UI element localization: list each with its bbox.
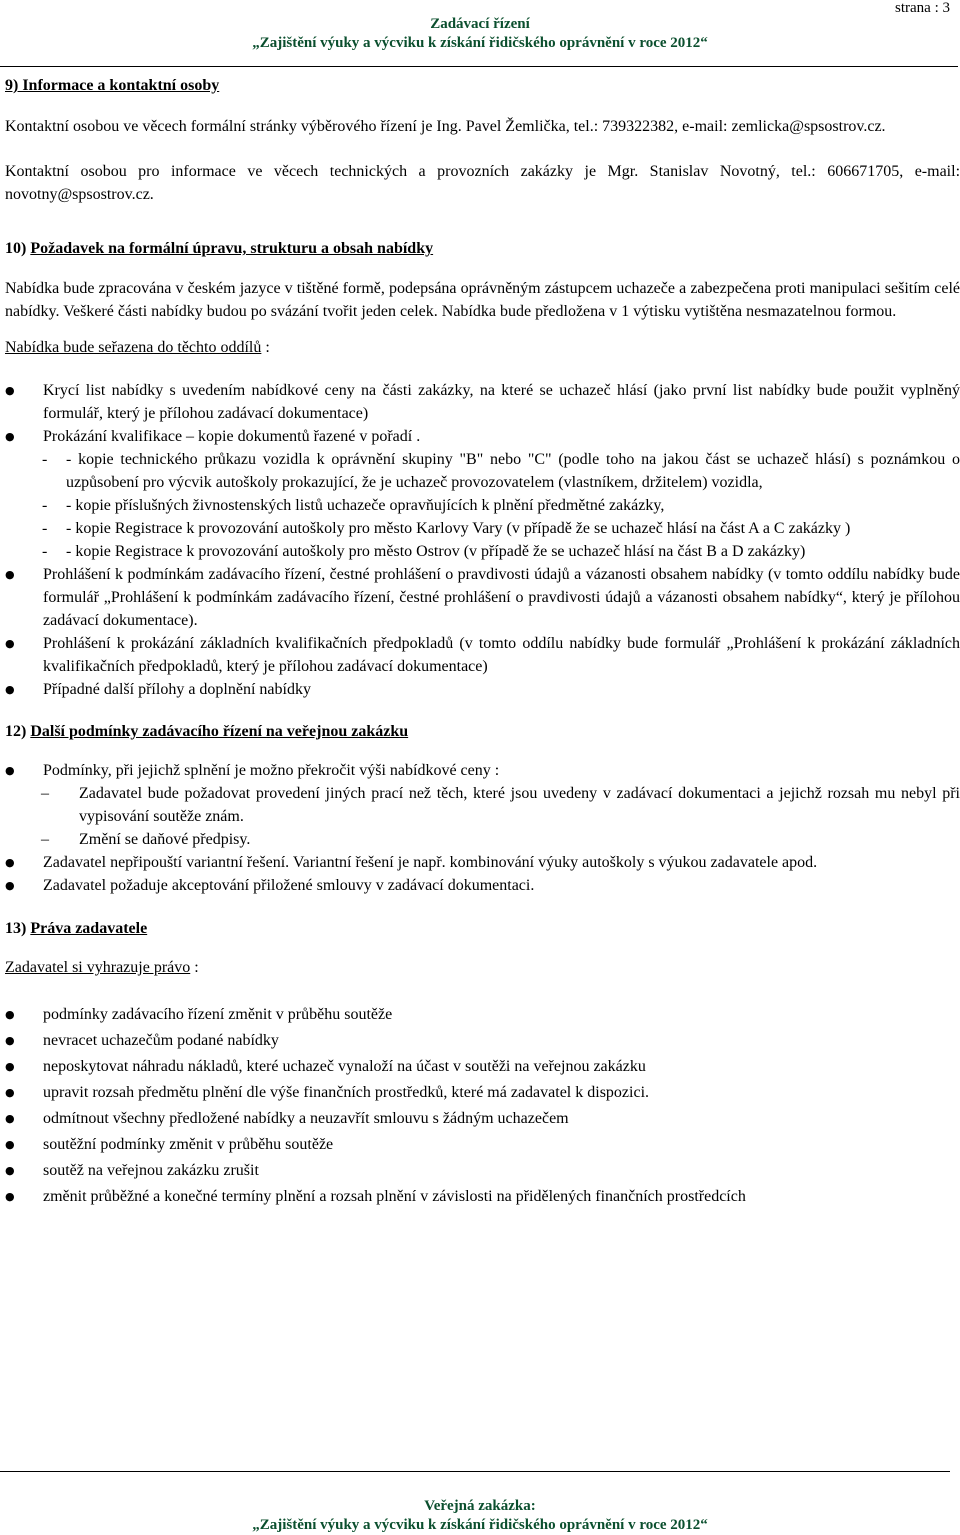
section-9-contact-formal: Kontaktní osobou ve věcech formální stránky výběrového řízení je Ing. Pavel Žemlička, tel.: 739322382, e-mail: zemlicka@spsostrov.cz. — [5, 118, 886, 135]
list-subitem: – Změní se daňové předpisy. — [41, 831, 251, 848]
section-10-list-continued — [5, 563, 960, 701]
list-item: ● neposkytovat náhradu nákladů, které uchazeč vynaloží na účast v soutěži na veřejnou zakázku — [5, 1054, 960, 1080]
list-item: ● soutěž na veřejnou zakázku zrušit — [5, 1158, 960, 1184]
header-title: Zadávací řízení — [430, 16, 530, 32]
list-item: ● Zadavatel nepřipouští variantní řešení. Variantní řešení je např. kombinování výuky autoškoly s výukou zadavatele apod. — [5, 851, 960, 874]
section-13-list — [5, 1002, 960, 1210]
section-10-paragraph: Nabídka bude zpracována v českém jazyce v tištěné formě, podepsána oprávněným zástupcem uchazeče a zabezpečena proti manipulaci sešitím celé nabídky. Veškeré části nabídky budou po svázání tvořit jeden celek. Nabídka bude předložena v 1 výtisku vytištěna nesmazatelnou formou. — [5, 280, 960, 320]
list-item: ● Případné další přílohy a doplnění nabídky — [5, 678, 960, 701]
list-item: ● Prohlášení k prokázání základních kvalifikačních předpokladů (v tomto oddílu nabídky bude formulář „Prohlášení k prokázání základních kvalifikačních předpokladů, který je přílohou zadávací dokumentace) — [5, 632, 960, 678]
list-item: ● podmínky zadávacího řízení změnit v průběhu soutěže — [5, 1002, 960, 1028]
section-12-heading: 12) Další podmínky zadávacího řízení na veřejnou zakázku — [5, 723, 409, 740]
list-item: ● Krycí list nabídky s uvedením nabídkové ceny na části zakázky, na které se uchazeč hlásí (jako první list nabídky bude použit vyplněný formulář, který je přílohou zadávací dokumentace) — [5, 379, 960, 425]
section-10-list — [5, 379, 960, 448]
section-9-heading: 9) Informace a kontaktní osoby — [5, 77, 220, 94]
list-item: ● Podmínky, při jejichž splnění je možno překročit výši nabídkové ceny : — [5, 759, 960, 782]
list-subitem: - - kopie Registrace k provozování autoškoly pro město Ostrov (v případě že se uchazeč hlásí na část B a D zakázky) — [42, 543, 806, 560]
header-rule — [0, 66, 958, 67]
section-13-heading: 13) Práva zadavatele — [5, 920, 148, 937]
section-12-list — [5, 759, 960, 782]
page-number: strana : 3 — [895, 0, 950, 16]
section-10-order-label: Nabídka bude seřazena do těchto oddílů : — [5, 339, 270, 356]
list-item: ● nevracet uchazečům podané nabídky — [5, 1028, 960, 1054]
list-item: ● změnit průběžné a konečné termíny plnění a rozsah plnění v závislosti na přidělených finančních prostředcích — [5, 1184, 960, 1210]
list-subitem: - - kopie technického průkazu vozidla k oprávnění skupiny "B" nebo "C" (podle toho na jakou část se uchazeč hlásí) s poznámkou o uzpůsobení pro výcvik autoškoly prokazující, že je uchazeč provozovatelem (vlastníkem, držitelem) vozidla, — [42, 451, 960, 491]
footer-rule — [0, 1471, 950, 1472]
list-subitem: - - kopie příslušných živnostenských listů uchazeče opravňujících k plnění předmětné zakázky, — [42, 497, 665, 514]
list-item: ● upravit rozsah předmětu plnění dle výše finančních prostředků, které má zadavatel k dispozici. — [5, 1080, 960, 1106]
list-subitem: - - kopie Registrace k provozování autoškoly pro město Karlovy Vary (v případě že se uchazeč hlásí na část A a C zakázky ) — [42, 520, 851, 537]
list-item: ● Zadavatel požaduje akceptování přiložené smlouvy v zadávací dokumentaci. — [5, 874, 960, 897]
footer-title: „Zajištění výuky a výcviku k získání řidičského oprávnění v roce 2012“ — [252, 1517, 708, 1533]
list-item: ● odmítnout všechny předložené nabídky a neuzavřít smlouvu s žádným uchazečem — [5, 1106, 960, 1132]
footer-label: Veřejná zakázka: — [424, 1498, 536, 1514]
list-subitem: – Zadavatel bude požadovat provedení jiných prací než těch, které jsou uvedeny v zadávací dokumentaci a jejichž rozsah mu nebyl při vypisování soutěže znám. — [41, 785, 960, 825]
header-subtitle: „Zajištění výuky a výcviku k získání řidičského oprávnění v roce 2012“ — [252, 35, 708, 51]
list-item: ● soutěžní podmínky změnit v průběhu soutěže — [5, 1132, 960, 1158]
document-body — [5, 74, 960, 1210]
list-item: ● Prokázání kvalifikace – kopie dokumentů řazené v pořadí . — [5, 425, 960, 448]
list-item: ● Prohlášení k podmínkám zadávacího řízení, čestné prohlášení o pravdivosti údajů a vázanosti obsahem nabídky (v tomto oddílu nabídky bude formulář „Prohlášení k podmínkám zadávacího řízení, čestné prohlášení o pravdivosti údajů a vázanosti obsahem nabídky“, který je přílohou zadávací dokumentace). — [5, 563, 960, 632]
section-13-label: Zadavatel si vyhrazuje právo : — [5, 959, 199, 976]
section-10-heading: 10) Požadavek na formální úpravu, strukturu a obsah nabídky — [5, 240, 434, 257]
section-12-list-continued — [5, 851, 960, 897]
section-9-contact-technical: Kontaktní osobou pro informace ve věcech technických a provozních zakázky je Mgr. Stanislav Novotný, tel.: 606671705, e-mail: novotny@spsostrov.cz. — [5, 163, 960, 203]
